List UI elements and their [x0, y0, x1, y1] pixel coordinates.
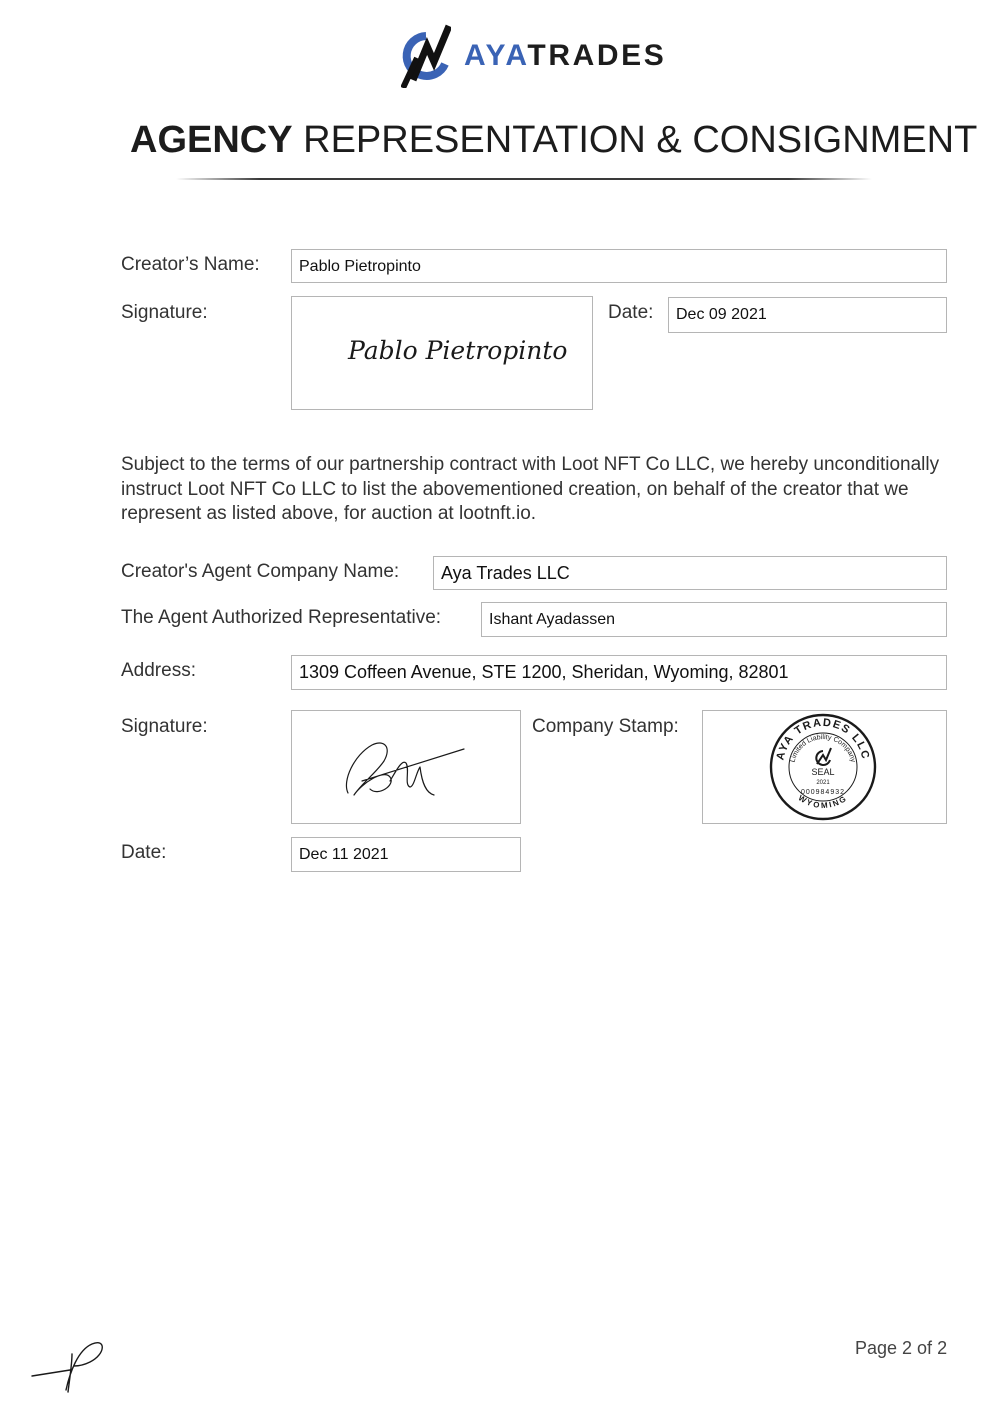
agent-rep-label: The Agent Authorized Representative: — [121, 607, 442, 628]
stamp-center-text: SEAL — [811, 767, 835, 777]
creator-date-label: Date: — [608, 302, 654, 323]
agent-date-field[interactable]: Dec 11 2021 — [291, 837, 521, 872]
agent-date-label: Date: — [121, 842, 167, 863]
creator-name-label: Creator’s Name: — [121, 254, 260, 275]
address-field[interactable]: 1309 Coffeen Avenue, STE 1200, Sheridan, Wyoming, 82801 — [291, 655, 947, 690]
agent-signature-image — [292, 711, 520, 823]
stamp-logo-icon — [816, 748, 831, 765]
stamp-year: 2021 — [816, 780, 830, 786]
initials-mark — [30, 1336, 110, 1396]
agent-signature-label: Signature: — [121, 716, 208, 737]
creator-signature-label: Signature: — [121, 302, 208, 323]
company-stamp-box — [702, 710, 947, 824]
creator-name-field[interactable]: Pablo Pietropinto — [291, 249, 947, 283]
creator-date-field[interactable]: Dec 09 2021 — [668, 297, 947, 333]
creator-signature-image — [292, 297, 592, 409]
brand-wordmark — [464, 38, 666, 74]
stamp-top-text: AYA TRADES LLC — [774, 716, 872, 762]
brand-trades: TRADES — [527, 39, 667, 72]
title-rest: REPRESENTATION & CONSIGNMENT — [292, 119, 978, 161]
address-label: Address: — [121, 660, 196, 681]
agent-company-label: Creator's Agent Company Name: — [121, 561, 400, 582]
agent-company-field[interactable]: Aya Trades LLC — [433, 556, 947, 590]
company-stamp-label: Company Stamp: — [532, 716, 679, 737]
agent-rep-field[interactable]: Ishant Ayadassen — [481, 602, 947, 637]
document-title — [130, 116, 977, 164]
page-number: Page 2 of 2 — [855, 1338, 948, 1358]
company-stamp-seal — [703, 711, 946, 823]
agent-signature-box[interactable] — [291, 710, 521, 824]
stamp-number: 000984932 — [800, 789, 846, 796]
stamp-inner-text: Limited Liability Company — [789, 734, 857, 764]
creator-signature-text: Pablo Pietropinto — [348, 336, 568, 365]
creator-signature-box[interactable] — [291, 296, 593, 410]
title-divider — [176, 178, 872, 180]
brand-aya: AYA — [464, 39, 528, 72]
ayatrades-slash-circle-icon — [401, 24, 451, 88]
svg-text:Limited Liability Company — [790, 734, 857, 764]
stamp-bottom-text: WYOMING — [796, 793, 850, 811]
consignment-statement: Subject to the terms of our partnership contract with Loot NFT Co LLC, we hereby unconditionally instruct Loot NFT Co LLC to list the abovementioned creation, on behalf of the creator that we represent as listed above, for auction at lootnft.io. — [121, 454, 940, 524]
title-bold: AGENCY — [130, 119, 293, 161]
